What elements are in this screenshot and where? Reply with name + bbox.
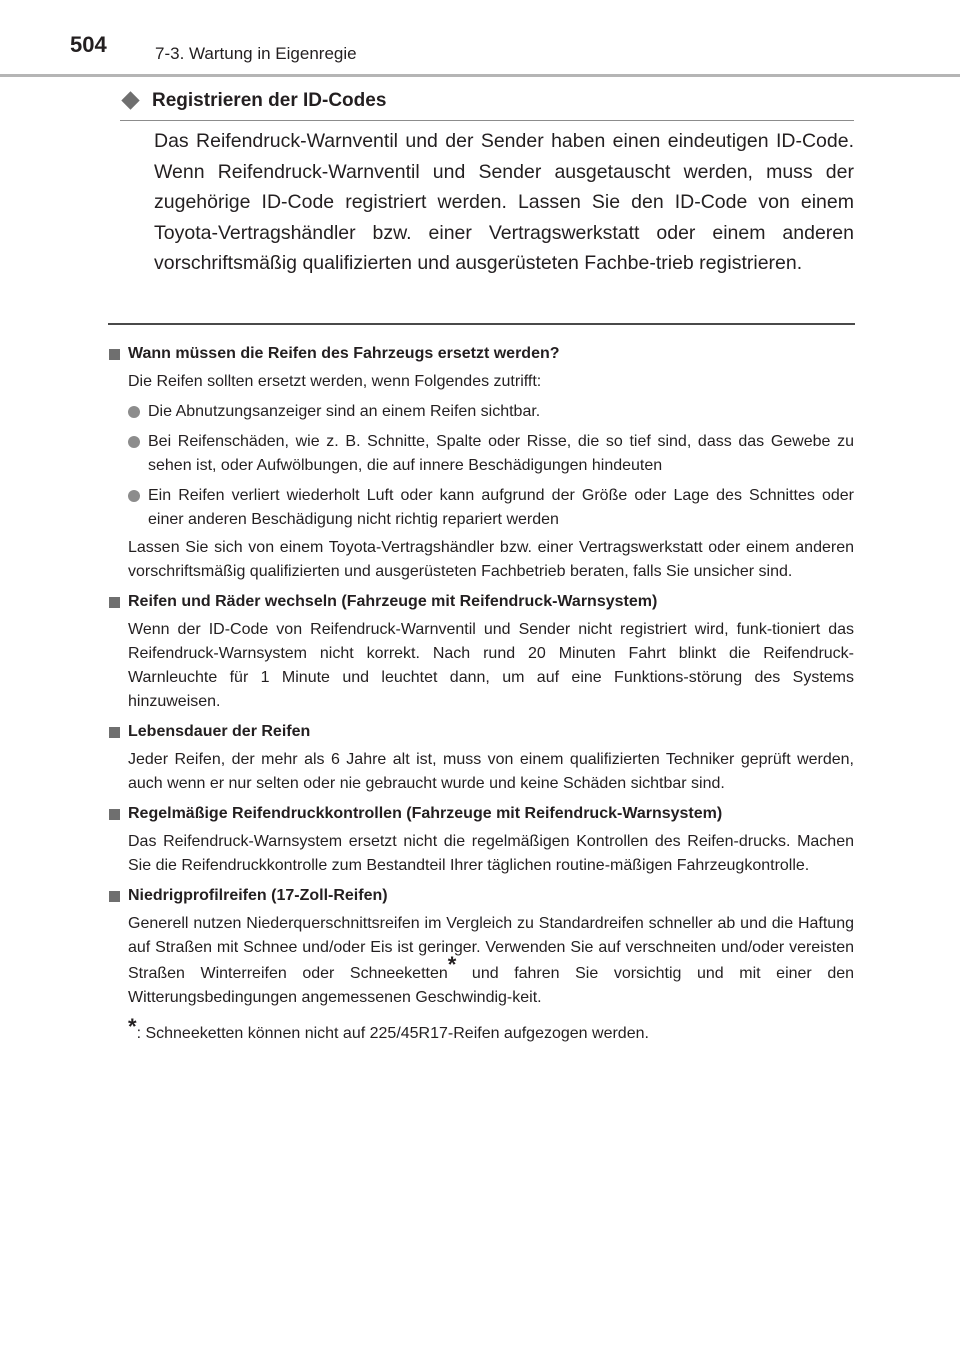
square-bullet-icon — [109, 809, 120, 820]
header-divider — [0, 74, 960, 77]
note-heading-text: Lebensdauer der Reifen — [128, 723, 311, 740]
note-paragraph: Das Reifendruck-Warnsystem ersetzt nicht die regelmäßigen Kontrollen des Reifen-drucks. Machen Sie die Reifendruckkontrolle zum Bestandteil Ihrer täglichen routine-mäßigen Fahrzeugkontrolle. — [128, 833, 854, 874]
note-paragraph: Jeder Reifen, der mehr als 6 Jahre alt ist, muss von einem qualifizierten Techniker geprüft werden, auch wenn er nur selten oder nie gebraucht wurde und keine Schäden sichtbar sind. — [128, 751, 854, 792]
note-heading — [108, 590, 854, 614]
footnote — [108, 1014, 854, 1046]
note-heading — [108, 802, 854, 826]
footnote-marker: * — [128, 1014, 137, 1039]
square-bullet-icon — [109, 349, 120, 360]
note-paragraph: Die Reifen sollten ersetzt werden, wenn Folgendes zutrifft: — [128, 373, 542, 390]
note-heading-text: Niedrigprofilreifen (17-Zoll-Reifen) — [128, 887, 388, 904]
note-paragraph — [108, 912, 854, 1010]
list-item — [108, 430, 854, 478]
square-bullet-icon — [109, 727, 120, 738]
circle-bullet-icon — [128, 406, 140, 418]
circle-bullet-icon — [128, 436, 140, 448]
list-item — [108, 484, 854, 532]
footnote-marker: * — [447, 952, 457, 977]
notes-section — [108, 336, 854, 1046]
note-heading-text: Reifen und Räder wechseln (Fahrzeuge mit Reifendruck-Warnsystem) — [128, 593, 658, 610]
note-heading-text: Wann müssen die Reifen des Fahrzeugs ersetzt werden? — [128, 345, 560, 362]
note-heading — [108, 720, 854, 744]
footnote-text: : Schneeketten können nicht auf 225/45R17-Reifen aufgezogen werden. — [136, 1025, 649, 1042]
note-paragraph: Lassen Sie sich von einem Toyota-Vertragshändler bzw. einer Vertragswerkstatt oder einem anderen vorschriftsmäßig qualifizierten und ausgerüsteten Fachbetrieb beraten, falls Sie unsicher sind. — [128, 539, 854, 580]
note-heading-text: Regelmäßige Reifendruckkontrollen (Fahrzeuge mit Reifendruck-Warnsystem) — [128, 805, 723, 822]
page-header — [0, 0, 960, 78]
list-item-text: Ein Reifen verliert wiederholt Luft oder kann aufgrund der Größe oder Lage des Schnittes oder einer anderen Beschädigung nicht richtig repariert werden — [148, 487, 854, 528]
page-number: 504 — [70, 32, 107, 57]
section-title: 7-3. Wartung in Eigenregie — [155, 44, 357, 63]
list-item-text: Die Abnutzungsanzeiger sind an einem Reifen sichtbar. — [148, 403, 541, 420]
circle-bullet-icon — [128, 490, 140, 502]
diamond-icon — [121, 91, 139, 109]
subsection-title: Registrieren der ID-Codes — [152, 90, 387, 111]
note-paragraph: Wenn der ID-Code von Reifendruck-Warnventil und Sender nicht registriert wird, funk-tioniert das Reifendruck-Warnsystem nicht korrekt. Nach rund 20 Minuten Fahrt blinkt die Reifendruck-Warnleuchte für 1 Minute und leuchtet dann, um auf eine Funktions-störung des Systems hinzuweisen. — [128, 621, 854, 710]
note-heading — [108, 884, 854, 908]
section-divider — [108, 323, 855, 325]
square-bullet-icon — [109, 597, 120, 608]
subsection-text: Das Reifendruck-Warnventil und der Sender haben einen eindeutigen ID-Code. Wenn Reifendruck-Warnventil und Sender ausgetauscht werden, muss der zugehörige ID-Code registriert werden. Lassen Sie den ID-Code von einem Toyota-Vertragshändler bzw. einer Vertragswerkstatt oder einem anderen vorschriftsmäßig qualifizierten und ausgerüsteten Fachbe-trieb registrieren. — [154, 130, 854, 274]
list-item-text: Bei Reifenschäden, wie z. B. Schnitte, Spalte oder Risse, die so tief sind, dass das Gewebe zu sehen ist, oder Aufwölbungen, die auf innere Beschädigungen hindeuten — [148, 433, 854, 474]
note-text-part: Generell nutzen Niederquerschnittsreifen im Vergleich zu Standardreifen schneller ab und die Haftung auf Straßen mit Schnee und/oder Eis ist geringer. Verwenden Sie auf verschneiten und/oder vereisten Straßen Winterreifen oder Schneeketten — [128, 915, 854, 982]
square-bullet-icon — [109, 891, 120, 902]
subsection-heading — [120, 88, 854, 121]
note-heading — [108, 342, 854, 366]
note-text-part: und fahren Sie vorsichtig und mit einer den Witterungsbedingungen angemessenen Geschwindig-keit. — [128, 965, 855, 1006]
list-item — [108, 400, 854, 424]
